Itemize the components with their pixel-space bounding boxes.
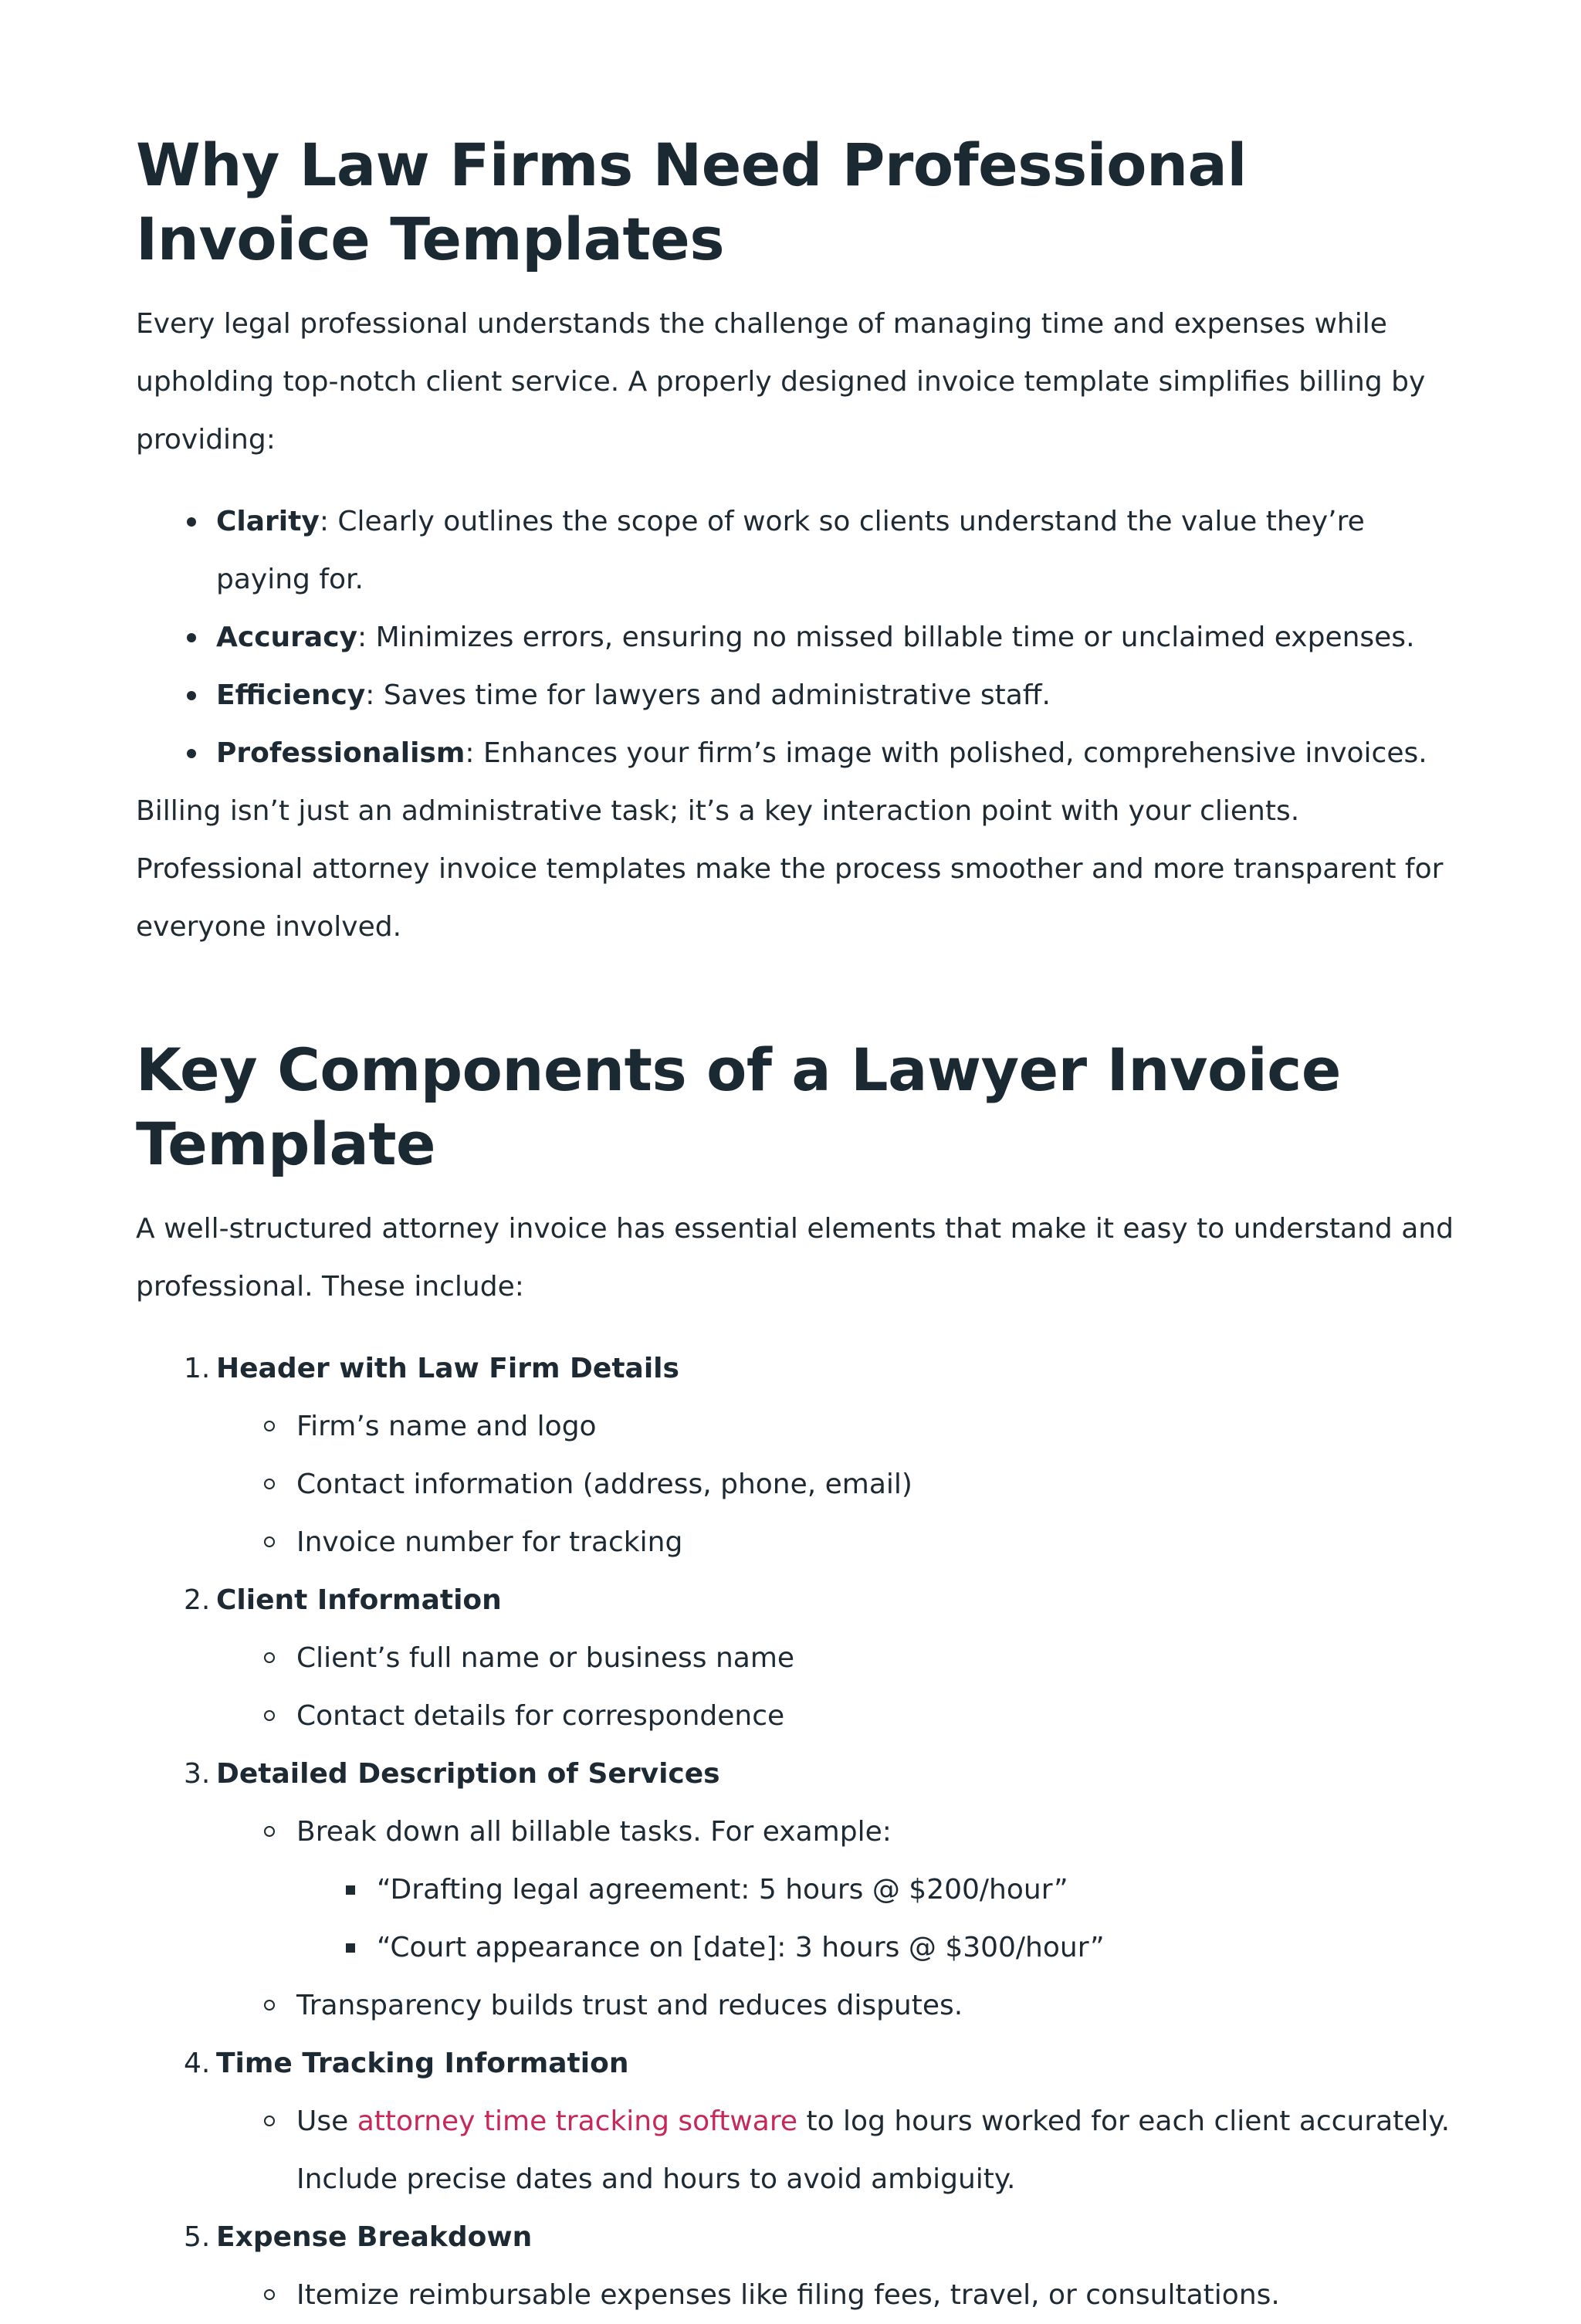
benefit-term: Accuracy xyxy=(216,622,358,653)
sub-list xyxy=(216,1629,1457,1745)
component-item-time-tracking xyxy=(184,2034,1457,2208)
sub-list xyxy=(216,2266,1457,2324)
benefit-text: : Enhances your firm’s image with polished, comprehensive invoices. xyxy=(465,737,1427,769)
list-item xyxy=(296,1803,1457,1977)
item-number: 4. xyxy=(184,2048,211,2079)
list-item: Transparency builds trust and reduces disputes. xyxy=(296,1977,1457,2034)
component-item-header xyxy=(184,1340,1457,1571)
benefit-text: : Saves time for lawyers and administrative staff. xyxy=(365,679,1051,711)
sub-list xyxy=(216,2092,1457,2208)
item-number: 1. xyxy=(184,1353,211,1384)
item-number: 2. xyxy=(184,1584,211,1616)
use-prefix: Use xyxy=(296,2105,357,2137)
list-item: Invoice number for tracking xyxy=(296,1513,1457,1571)
closing-paragraph: Billing isn’t just an administrative task; it’s a key interaction point with your clients. Professional attorney invoice templates make the process smoother and more transparent for everyone involved. xyxy=(136,795,1444,943)
time-tracking-software-link[interactable]: attorney time tracking software xyxy=(357,2105,798,2137)
breakdown-text: Break down all billable tasks. For example: xyxy=(296,1816,892,1848)
list-item xyxy=(296,2092,1457,2208)
benefit-text: : Clearly outlines the scope of work so clients understand the value they’re paying for. xyxy=(216,506,1365,595)
component-title: Client Information xyxy=(216,1584,502,1616)
sub-list xyxy=(216,1397,1457,1571)
component-title: Expense Breakdown xyxy=(216,2221,533,2253)
component-title: Header with Law Firm Details xyxy=(216,1353,679,1384)
list-item: Contact information (address, phone, email) xyxy=(296,1455,1457,1513)
list-item xyxy=(216,493,1457,608)
component-item-client-info xyxy=(184,1571,1457,1745)
benefits-list xyxy=(136,493,1457,782)
component-item-services xyxy=(184,1745,1457,2034)
list-item: Firm’s name and logo xyxy=(296,1397,1457,1455)
section-heading-why-templates: Why Law Firms Need Professional Invoice Templates xyxy=(136,130,1247,273)
benefit-text: : Minimizes errors, ensuring no missed billable time or unclaimed expenses. xyxy=(357,622,1415,653)
list-item xyxy=(216,724,1457,782)
list-item: Contact details for correspondence xyxy=(296,1687,1457,1745)
item-number: 3. xyxy=(184,1758,211,1790)
list-item: “Court appearance on [date]: 3 hours @ $300/hour” xyxy=(377,1919,1457,1977)
section-intro-paragraph: Every legal professional understands the challenge of managing time and expenses while upholding top-notch client service. A properly designed invoice template simplifies billing by providing: xyxy=(136,308,1426,456)
component-title: Detailed Description of Services xyxy=(216,1758,720,1790)
list-item: Itemize reimbursable expenses like filing fees, travel, or consultations. xyxy=(296,2266,1457,2324)
component-title: Time Tracking Information xyxy=(216,2048,629,2079)
list-item: “Drafting legal agreement: 5 hours @ $200/hour” xyxy=(377,1861,1457,1919)
list-item xyxy=(216,608,1457,666)
use-suffix: to log hours worked for each client accurately. Include precise dates and hours to avoid ambiguity. xyxy=(296,2105,1451,2195)
section-intro-paragraph: A well-structured attorney invoice has essential elements that make it easy to understand and professional. These include: xyxy=(136,1213,1454,1303)
benefit-term: Clarity xyxy=(216,506,320,537)
component-item-expenses xyxy=(184,2208,1457,2324)
item-number: 5. xyxy=(184,2221,211,2253)
example-list xyxy=(296,1861,1457,1977)
benefit-term: Professionalism xyxy=(216,737,465,769)
sub-list xyxy=(216,1803,1457,2034)
components-list xyxy=(136,1340,1457,2324)
benefit-term: Efficiency xyxy=(216,679,366,711)
list-item: Client’s full name or business name xyxy=(296,1629,1457,1687)
list-item xyxy=(216,666,1457,724)
section-heading-key-components: Key Components of a Lawyer Invoice Template xyxy=(136,1035,1341,1178)
